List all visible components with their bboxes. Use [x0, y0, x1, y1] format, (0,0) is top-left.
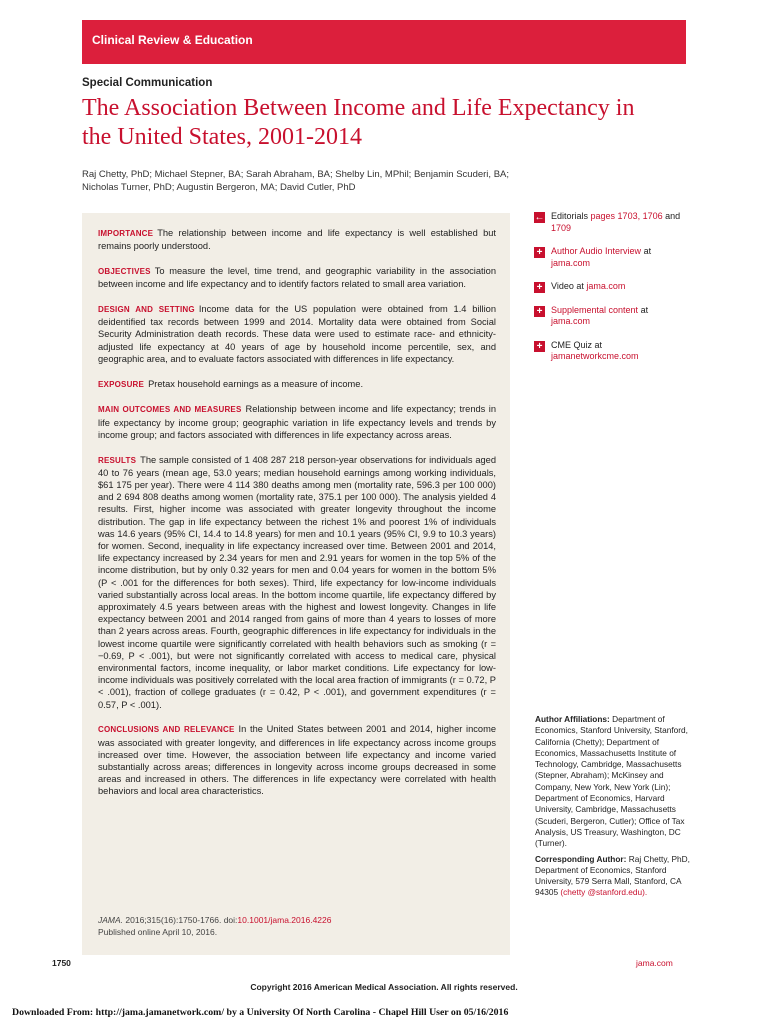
section-text: Income data for the US population were obtained from 1.4 billion deidentified tax records between 1999 and 2014. Mortality data were obtained from Social Security Administration death records. These data were used to estimate race- and ethnicity-adjusted life expectancy at 40 years of age by household income percentile, sex, and geographic area, and to evaluate factors associated with differences in life expectancy.: [98, 304, 497, 364]
section-text: In the United States between 2001 and 2014, higher income was associated with greater longevity, and differences in life expectancy across income groups increased over time. However, the association between life expectancy and income varied substantially across areas; differences in longevity across income groups decreased in some areas and increased in others. The differences in life expectancy were correlated with health behaviors and local area characteristics.: [98, 724, 497, 797]
supplemental-site-link[interactable]: jama.com: [551, 316, 591, 326]
doi-link[interactable]: 10.1001/jama.2016.4226: [237, 915, 332, 925]
editorial-page-link[interactable]: 1709: [551, 222, 572, 233]
download-notice: Downloaded From: http://jama.jamanetwork.com/ by a University Of North Carolina - Chapel Hill User on 05/16/2016: [12, 1007, 509, 1018]
abstract-box: [82, 213, 510, 955]
citation-journal: JAMA.: [98, 915, 124, 925]
abstract-design: [98, 303, 496, 365]
section-heading: RESULTS: [98, 455, 137, 465]
audio-item: + Author Audio Interview at jama.com: [534, 246, 684, 269]
abstract-objectives: [98, 265, 496, 290]
section-heading: OBJECTIVES: [98, 267, 151, 276]
section-heading: DESIGN AND SETTING: [98, 305, 195, 314]
citation: [98, 915, 496, 938]
article-title: The Association Between Income and Life Expectancy in the United States, 2001-2014: [82, 95, 635, 150]
editorial-pages-link[interactable]: pages 1703, 1706: [590, 211, 663, 221]
section-heading: CONCLUSIONS AND RELEVANCE: [98, 725, 235, 735]
plus-icon: +: [534, 306, 545, 317]
email-link[interactable]: (chetty @stanford.edu).: [560, 887, 648, 898]
abstract-conclusions: [98, 723, 496, 797]
editorials-item: ← Editorials pages 1703, 1706 and 1709: [534, 211, 681, 233]
supplemental-link[interactable]: Supplemental content: [551, 304, 639, 315]
audio-site-link[interactable]: jama.com: [551, 257, 591, 268]
article-type: Special Communication: [82, 77, 213, 89]
affiliations: [535, 714, 690, 903]
copyright: Copyright 2016 American Medical Association. All rights reserved.: [250, 982, 518, 992]
section-text: Relationship between income and life expectancy; trends in life expectancy by income group; geographic variation in life expectancy levels and trends by income group; and factors associated with differences in life expectancy across areas.: [98, 404, 496, 440]
author-line-1: Raj Chetty, PhD; Michael Stepner, BA; Sarah Abraham, BA; Shelby Lin, MPhil; Benjamin Scuderi, BA;: [82, 169, 510, 180]
author-line-2: Nicholas Turner, PhD; Augustin Bergeron, MA; David Cutler, PhD: [82, 182, 356, 193]
corresponding-heading: Corresponding Author:: [535, 853, 627, 864]
section-text: The relationship between income and life expectancy is well established but remains poorly understood.: [98, 228, 496, 252]
citation-ref: 2016;315(16):1750-1766. doi:: [125, 915, 238, 925]
section-heading: EXPOSURE: [98, 379, 145, 389]
video-site-link[interactable]: jama.com: [586, 281, 626, 291]
related-content-sidebar: [534, 211, 684, 375]
plus-icon: +: [534, 341, 545, 352]
section-text: The sample consisted of 1 408 287 218 person-year observations for individuals aged 40 to 76 years (mean age, 53.0 years; median household earnings among working individuals, $61 175 per year). There were 4 114 380 deaths among men (mortality rate, 596.3 per 100 000) and 2 694 808 deaths among women (mortality rate, 375.1 per 100 000). The analysis yielded 4 results. First, higher income was associated with greater longevity throughout the income distribution. The gap in life expectancy between the richest 1% and poorest 1% of individuals was 14.6 years (95% CI, 14.4 to 14.8 years) for men and 10.1 years (95% CI, 9.9 to 10.3 years) for women. Second, inequality in life expectancy increased over time. Between 2001 and 2014, life expectancy increased by 2.34 years for men and 2.91 years for women in the top 5% of the income distribution, but by only 0.32 years for men and 0.04 years for women in the bottom 5% (P < .001 for the differences for both sexes). Third, life expectancy for low-income individuals varied substantially across local areas. In the bottom income quartile, life expectancy differed by approximately 4.5 years between areas with the highest and lowest longevity. Changes in life expectancy between 2001 and 2014 ranged from gains of more than 4 years to losses of more than 2 years across areas. Fourth, geographic differences in life expectancy for individuals in the lowest income quartile were significantly correlated with health behaviors such as smoking (r = −0.69, P < .001), but were not significantly correlated with access to medical care, physical environmental factors, income inequality, or labor market conditions. Life expectancy for low-income individuals was positively correlated with the local area fraction of immigrants (r = 0.72, P < .001), fraction of college graduates (r = 0.42, P < .001), and government expenditures (r = 0.57, P < .001).: [98, 454, 496, 710]
supplemental-item: + Supplemental content at jama.com: [534, 305, 684, 328]
section-label: Clinical Review & Education: [92, 33, 253, 47]
arrow-left-icon: ←: [534, 212, 545, 223]
plus-icon: +: [534, 282, 545, 293]
cme-item: + CME Quiz at jamanetworkcme.com: [534, 340, 684, 363]
section-heading: IMPORTANCE: [98, 229, 154, 238]
abstract-exposure: [98, 378, 496, 391]
section-banner: [82, 20, 686, 64]
abstract-outcomes: [98, 403, 496, 441]
affiliations-text: Department of Economics, Stanford University, Stanford, California (Chetty); Department of Economics, Massachusetts Institute of Technology, Cambridge, Massachusetts (Stepner, Abraham); McKinsey and Company, New York, New York (Lin); Department of Economics, Harvard University, Cambridge, Massachusetts (Scuderi, Bergeron, Cutler); Office of Tax Analysis, US Treasury, Washington, DC (Turner).: [535, 714, 688, 849]
video-item: + Video at jama.com: [534, 281, 684, 293]
page-number: 1750: [52, 958, 71, 968]
corresponding-text: Raj Chetty, PhD, Department of Economics, Stanford University, 579 Serra Mall, Stanford, CA 94305: [535, 853, 690, 898]
affiliations-heading: Author Affiliations:: [535, 714, 610, 724]
site-link[interactable]: jama.com: [636, 958, 673, 968]
abstract-results: [98, 454, 496, 711]
section-text: Pretax household earnings as a measure of income.: [148, 378, 364, 389]
published-date: Published online April 10, 2016.: [98, 926, 218, 937]
cme-site-link[interactable]: jamanetworkcme.com: [551, 351, 639, 361]
author-list: [82, 168, 522, 194]
section-text: To measure the level, time trend, and geographic variability in the association between income and life expectancy and to identify factors related to small area variation.: [98, 266, 496, 290]
abstract-importance: [98, 227, 496, 252]
plus-icon: +: [534, 247, 545, 258]
audio-link[interactable]: Author Audio Interview: [551, 246, 642, 256]
section-heading: MAIN OUTCOMES AND MEASURES: [98, 405, 242, 415]
